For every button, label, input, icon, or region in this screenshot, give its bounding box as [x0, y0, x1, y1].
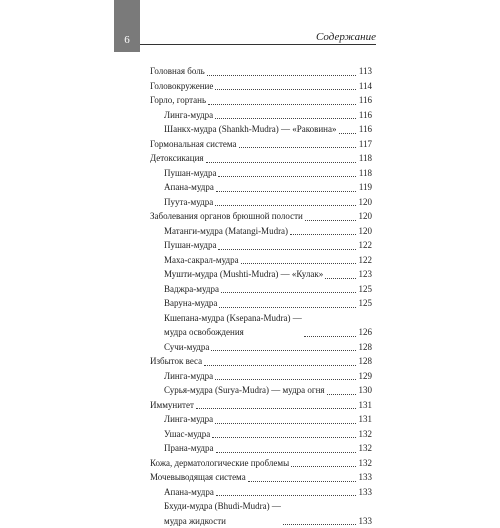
toc-entry-page: 118: [358, 151, 372, 166]
toc-entry: [150, 137, 372, 152]
toc-dot-leader: [239, 147, 356, 148]
toc-entry-page: 132: [358, 456, 372, 471]
toc-entry: [150, 253, 372, 268]
toc-dot-leader: [211, 350, 356, 351]
toc-dot-leader: [216, 191, 356, 192]
toc-dot-leader: [219, 307, 356, 308]
toc-entry-title: Гормональная система: [150, 137, 237, 152]
toc-entry-title: Ушас-мудра: [164, 427, 210, 442]
toc-entry-page: 132: [358, 441, 372, 456]
toc-entry-title: Маха-сакрал-мудра: [164, 253, 239, 268]
toc-entry: [150, 282, 372, 297]
toc-dot-leader: [207, 75, 356, 76]
toc-entry-title: Избыток веса: [150, 354, 202, 369]
toc-entry: [150, 398, 372, 413]
toc-dot-leader: [196, 408, 356, 409]
toc-entry: [150, 441, 372, 456]
toc-entry-title: Сурья-мудра (Surya-Mudra) — мудра огня: [164, 383, 325, 398]
toc-entry: [150, 180, 372, 195]
toc-dot-leader: [221, 292, 356, 293]
toc-entry: [150, 166, 372, 181]
toc-dot-leader: [283, 524, 356, 525]
toc-entry-page: 133: [358, 485, 372, 500]
toc-entry-title: Апана-мудра: [164, 485, 214, 500]
toc-dot-leader: [215, 89, 356, 90]
toc-entry-title: Головокружение: [150, 79, 213, 94]
toc-dot-leader: [208, 104, 356, 105]
toc-entry-title: Головная боль: [150, 64, 205, 79]
toc-entry-title-line1: Кшепана-мудра (Ksepana-Mudra) —: [164, 311, 302, 326]
toc-dot-leader: [215, 423, 356, 424]
toc-entry-page: 116: [358, 122, 372, 137]
toc-dot-leader: [216, 495, 356, 496]
toc-entry: [150, 238, 372, 253]
toc-entry-page: 128: [358, 340, 372, 355]
toc-entry: [150, 470, 372, 485]
toc-entry-title: Шанкх-мудра (Shankh-Mudra) — «Раковина»: [164, 122, 337, 137]
toc-entry: [150, 79, 372, 94]
toc-entry-page: 130: [358, 383, 372, 398]
toc-entry-page: 132: [358, 427, 372, 442]
toc-entry-title: Иммунитет: [150, 398, 194, 413]
toc-entry-page: 116: [358, 93, 372, 108]
toc-entry-page: 131: [358, 412, 372, 427]
toc-entry-title: Варуна-мудра: [164, 296, 217, 311]
toc-entry: [150, 369, 372, 384]
toc-entry-title: Заболевания органов брюшной полости: [150, 209, 303, 224]
toc-dot-leader: [241, 263, 356, 264]
toc-dot-leader: [218, 176, 356, 177]
toc-entry-page: 125: [358, 296, 372, 311]
toc-entry: [150, 456, 372, 471]
toc-dot-leader: [290, 234, 356, 235]
toc-dot-leader: [218, 249, 356, 250]
toc-entry-page: 120: [358, 209, 372, 224]
toc-entry-title: Линга-мудра: [164, 369, 213, 384]
toc-entry-title: Линга-мудра: [164, 108, 213, 123]
toc-dot-leader: [291, 466, 356, 467]
toc-entry: [150, 296, 372, 311]
toc-dot-leader: [325, 278, 356, 279]
toc-entry-title: Горло, гортань: [150, 93, 206, 108]
toc-entry-page: 120: [358, 195, 372, 210]
toc-entry: [150, 108, 372, 123]
toc-dot-leader: [216, 452, 356, 453]
toc-entry: [150, 224, 372, 239]
toc-entry-page: 129: [358, 369, 372, 384]
toc-entry: [150, 383, 372, 398]
toc-entry: [150, 195, 372, 210]
toc-entry-title: Пушан-мудра: [164, 238, 216, 253]
toc-dot-leader: [248, 481, 356, 482]
toc-entry-title: Детоксикация: [150, 151, 204, 166]
toc-entry-title: Пуута-мудра: [164, 195, 213, 210]
toc-entry-page: 133: [358, 470, 372, 485]
page-number: 6: [124, 34, 130, 46]
toc-entry-page: 117: [358, 137, 372, 152]
toc-entry-title: Пушан-мудра: [164, 166, 216, 181]
toc-dot-leader: [215, 118, 356, 119]
toc-entry: [150, 151, 372, 166]
toc-entry: [150, 209, 372, 224]
toc-entry: [150, 499, 372, 528]
toc-entry: [150, 354, 372, 369]
toc-dot-leader: [215, 205, 356, 206]
toc-entry-page: 114: [358, 79, 372, 94]
toc-dot-leader: [212, 437, 356, 438]
toc-entry-page: 119: [358, 180, 372, 195]
page-number-tab: [114, 0, 140, 52]
toc-entry-title: Сучи-мудра: [164, 340, 209, 355]
toc-entry-page: 122: [358, 238, 372, 253]
toc-entry-page: 123: [358, 267, 372, 282]
toc-entry: [150, 267, 372, 282]
toc-entry-page: 131: [358, 398, 372, 413]
toc-entry-title: Мушти-мудра (Mushti-Mudra) — «Кулак»: [164, 267, 323, 282]
toc-entry-title: Линга-мудра: [164, 412, 213, 427]
toc-entry-page: 126: [358, 325, 372, 340]
toc-entry: [150, 64, 372, 79]
toc-entry: [150, 427, 372, 442]
toc-entry-page: 113: [358, 64, 372, 79]
toc-entry-title: Мочевыводящая система: [150, 470, 246, 485]
toc-entry: [150, 340, 372, 355]
toc-entry-title: Кожа, дерматологические проблемы: [150, 456, 289, 471]
toc-entry-title: Ваджра-мудра: [164, 282, 219, 297]
toc-entry-page: 116: [358, 108, 372, 123]
toc-entry-page: 128: [358, 354, 372, 369]
toc-entry-page: 125: [358, 282, 372, 297]
table-of-contents: [150, 64, 372, 528]
toc-entry-title-line2: мудра жидкости: [164, 514, 281, 528]
toc-entry-page: 122: [358, 253, 372, 268]
toc-entry: [150, 485, 372, 500]
toc-dot-leader: [327, 394, 356, 395]
toc-entry-title: [164, 499, 281, 528]
toc-entry-page: 133: [358, 514, 372, 528]
toc-dot-leader: [339, 133, 357, 134]
toc-dot-leader: [204, 365, 356, 366]
toc-entry-title: [164, 311, 302, 340]
toc-dot-leader: [304, 336, 356, 337]
toc-entry: [150, 122, 372, 137]
toc-entry: [150, 93, 372, 108]
toc-entry-page: 118: [358, 166, 372, 181]
toc-dot-leader: [206, 162, 356, 163]
toc-entry-title-line2: мудра освобождения: [164, 325, 302, 340]
toc-entry-title: Матанги-мудра (Matangi-Mudra): [164, 224, 288, 239]
toc-dot-leader: [215, 379, 356, 380]
toc-dot-leader: [305, 220, 356, 221]
toc-entry-title-line1: Бхуди-мудра (Bhudi-Mudra) —: [164, 499, 281, 514]
toc-entry-title: Апана-мудра: [164, 180, 214, 195]
toc-entry: [150, 412, 372, 427]
toc-entry-title: Прана-мудра: [164, 441, 214, 456]
toc-entry-page: 120: [358, 224, 372, 239]
toc-entry: [150, 311, 372, 340]
header-divider: [140, 44, 376, 45]
section-title: Содержание: [296, 31, 376, 43]
